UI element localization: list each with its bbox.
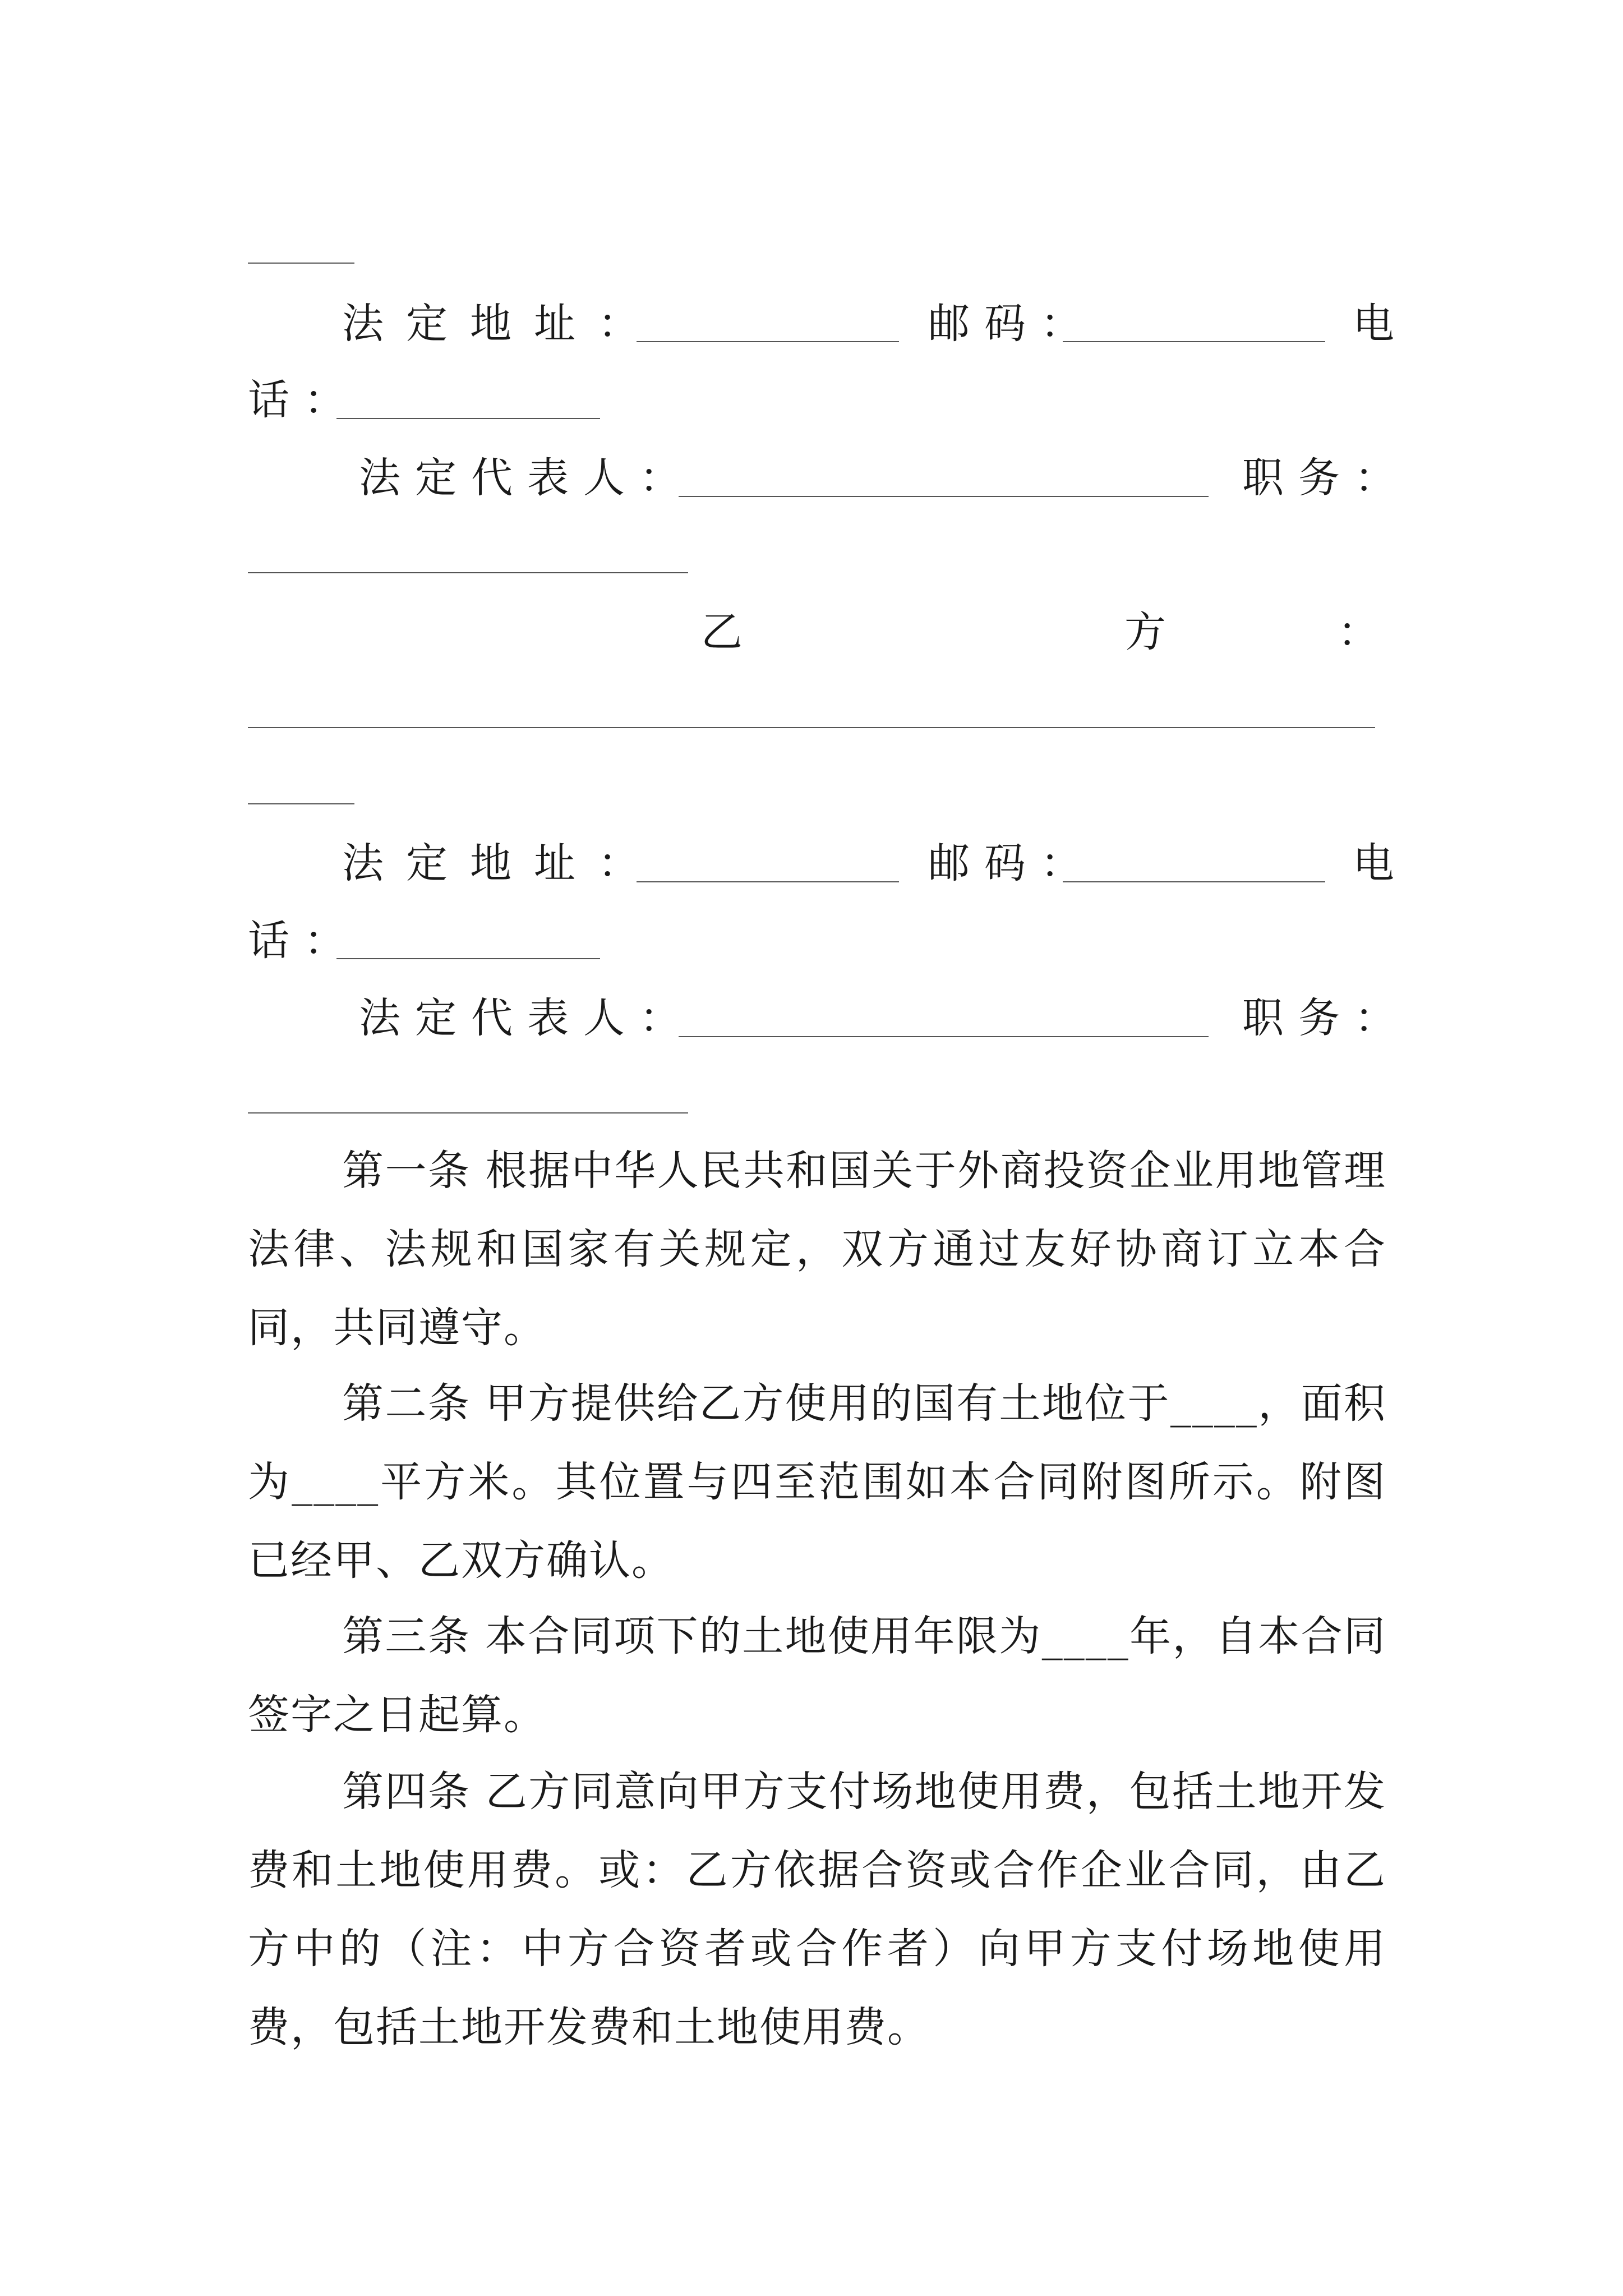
address-label: 法定地址： (342, 300, 662, 348)
rep-label: 法定代表人： (359, 454, 695, 502)
address-blank (637, 341, 899, 342)
article-3: 第三条 本合同项下的土地使用年限为____年，自本合同签字之日起算。 (248, 1612, 1386, 1739)
party-b-label-2: 方 (1124, 608, 1166, 656)
rep-blank (679, 496, 1209, 497)
rep-blank (679, 1036, 1209, 1037)
blank-line (248, 803, 354, 804)
phone-label-end: 话： (248, 376, 360, 424)
article-1: 第一条 根据中华人民共和国关于外商投资企业用地管理法律、法规和国家有关规定，双方通过友好协商订立本合同，共同遵守。 (248, 1147, 1386, 1352)
blank-line (248, 263, 354, 264)
phone-label-end: 话： (248, 917, 360, 965)
rep-label: 法定代表人： (359, 994, 695, 1042)
phone-label-start: 电 (1353, 300, 1394, 348)
phone-label-start: 电 (1353, 839, 1394, 887)
party-b-label-3: ： (1338, 608, 1379, 656)
party-b-label-1: 乙 (701, 608, 743, 656)
postcode-label: 邮码： (928, 839, 1096, 887)
position-blank (248, 572, 688, 573)
position-blank (248, 1112, 688, 1114)
postcode-blank (1063, 341, 1325, 342)
position-label: 职务： (1242, 994, 1410, 1042)
article-4: 第四条 乙方同意向甲方支付场地使用费，包括土地开发费和土地使用费。或：乙方依据合资或合作企业合同，由乙方中的（注：中方合资者或合作者）向甲方支付场地使用费，包括土地开发费和土地使用费。 (248, 1768, 1386, 2051)
position-label: 职务： (1242, 454, 1410, 502)
phone-blank (336, 418, 600, 419)
postcode-blank (1063, 881, 1325, 882)
address-blank (637, 881, 899, 882)
party-b-name-blank (248, 727, 1375, 728)
address-label: 法定地址： (342, 839, 662, 887)
article-2: 第二条 甲方提供给乙方使用的国有土地位于____，面积为____平方米。其位置与四至范围如本合同附图所示。附图已经甲、乙双方确认。 (248, 1379, 1386, 1585)
postcode-label: 邮码： (928, 300, 1096, 348)
phone-blank (336, 958, 600, 959)
